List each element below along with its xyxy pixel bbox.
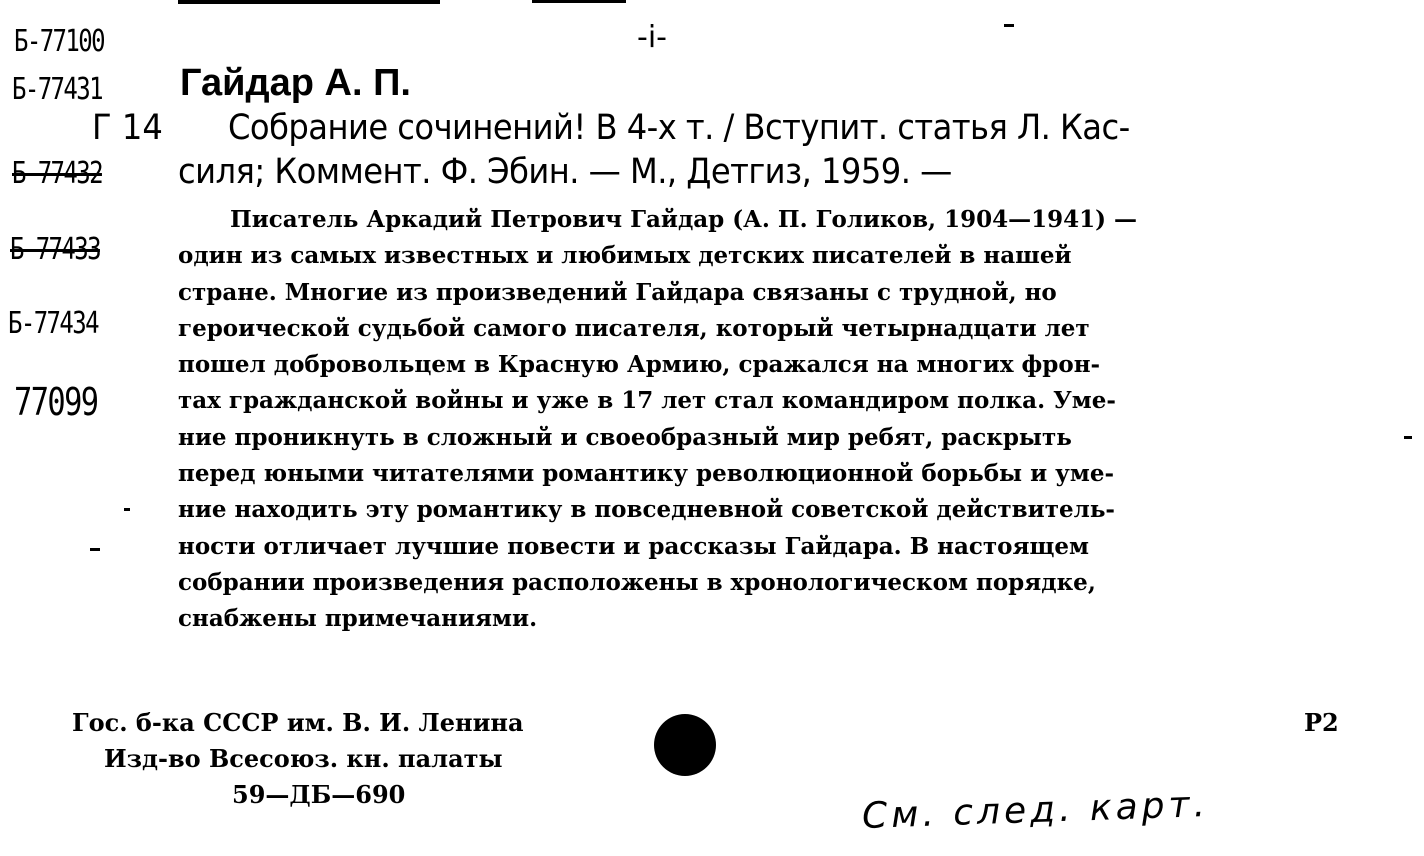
annotation-line: собрании произведения расположены в хронологическом порядке,: [178, 568, 1096, 596]
publisher-name: Изд-во Всесоюз. кн. палаты: [104, 744, 503, 773]
scan-speck: [1004, 24, 1014, 27]
annotation-line: Писатель Аркадий Петрович Гайдар (А. П. Голиков, 1904—1941) —: [230, 206, 1137, 233]
top-mark: -i-: [637, 20, 667, 55]
call-number: Б-77100: [14, 24, 104, 59]
annotation-line: ности отличает лучшие повести и рассказы Гайдара. В настоящем: [178, 532, 1089, 560]
annotation-line: героической судьбой самого писателя, который четырнадцати лет: [178, 314, 1090, 342]
call-number: Б-77434: [8, 306, 98, 341]
scan-edge-line: [532, 0, 626, 3]
title-line: Собрание сочинений! В 4-х т. / Вступит. статья Л. Кас-: [228, 108, 1130, 148]
scan-speck: [124, 508, 130, 511]
class-number: Г 14: [92, 108, 163, 148]
card-number: 59—ДБ—690: [232, 780, 406, 809]
handwritten-note: См. след. карт.: [861, 783, 1210, 838]
scan-speck: [90, 548, 100, 551]
annotation-line: пошел добровольцем в Красную Армию, сражался на многих фрон-: [178, 351, 1101, 379]
scan-speck: [1404, 436, 1412, 439]
library-name: Гос. б-ка СССР им. В. И. Ленина: [72, 708, 524, 737]
call-number: 77099: [14, 380, 98, 424]
call-number-struck: Б-77432: [12, 156, 102, 191]
call-number: Б-77431: [12, 72, 102, 107]
annotation: [178, 202, 1137, 638]
author-name: Гайдар А. П.: [180, 62, 411, 104]
punch-hole: [654, 714, 716, 776]
classification-code: Р2: [1304, 708, 1339, 737]
annotation-line: тах гражданской войны и уже в 17 лет стал командиром полка. Уме-: [178, 387, 1116, 415]
scan-edge-line: [178, 0, 440, 4]
annotation-line: один из самых известных и любимых детских писателей в нашей: [178, 242, 1072, 270]
annotation-line: стране. Многие из произведений Гайдара связаны с трудной, но: [178, 278, 1057, 306]
title-line: силя; Коммент. Ф. Эбин. — М., Детгиз, 1959. —: [178, 152, 952, 192]
annotation-line: ние находить эту романтику в повседневной советской действитель-: [178, 496, 1115, 524]
annotation-line: снабжены примечаниями.: [178, 605, 538, 633]
call-number-struck: Б-77433: [10, 232, 100, 267]
annotation-line: перед юными читателями романтику революционной борьбы и уме-: [178, 460, 1115, 488]
annotation-line: ние проникнуть в сложный и своеобразный мир ребят, раскрыть: [178, 423, 1072, 451]
